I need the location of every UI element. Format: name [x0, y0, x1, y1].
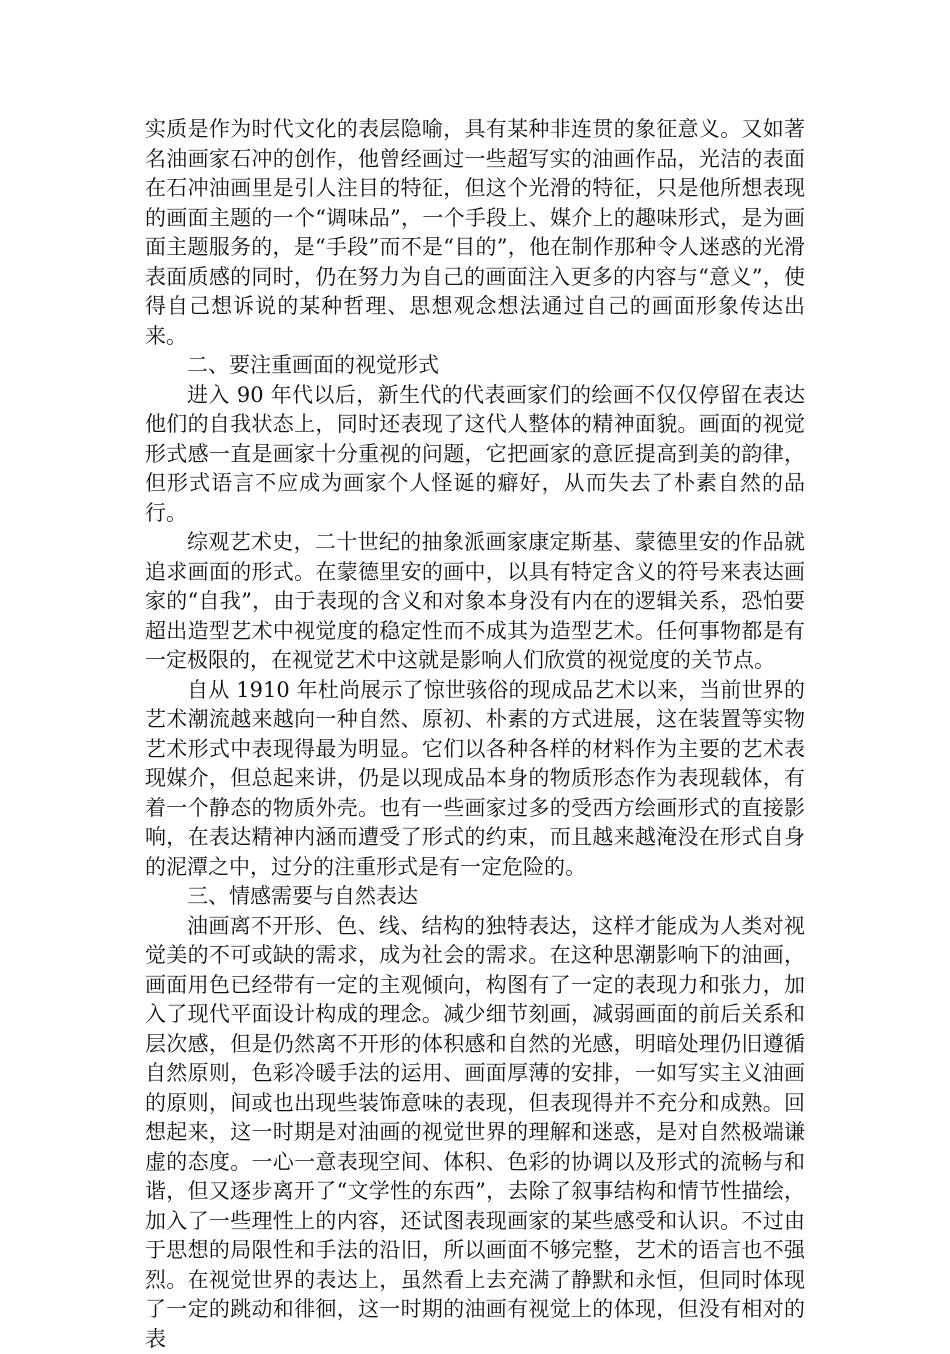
- document-page: [145, 115, 805, 1354]
- body-paragraph: 实质是作为时代文化的表层隐喻，具有某种非连贯的象征意义。又如著名油画家石冲的创作，他曾经画过一些超写实的油画作品，光洁的表面在石冲油画里是引人注目的特征，但这个光滑的特征，只是他所想表现的画面主题的一个“调味品”，一个手段上、媒介上的趣味形式，是为画面主题服务的，是“手段”而不是“目的”，他在制作那种令人迷惑的光滑表面质感的同时，仍在努力为自己的画面注入更多的内容与“意义”，使得自己想诉说的某种哲理、思想观念想法通过自己的画面形象传达出来。: [145, 115, 805, 351]
- section-heading: 三、情感需要与自然表达: [145, 882, 805, 912]
- body-paragraph: 进入 90 年代以后，新生代的代表画家们的绘画不仅仅停留在表达他们的自我状态上，同时还表现了这代人整体的精神面貌。画面的视觉形式感一直是画家十分重视的问题，它把画家的意匠提高到美的韵律，但形式语言不应成为画家个人怪诞的癖好，从而失去了朴素自然的品行。: [145, 381, 805, 529]
- body-paragraph: 综观艺术史，二十世纪的抽象派画家康定斯基、蒙德里安的作品就追求画面的形式。在蒙德里安的画中，以具有特定含义的符号来表达画家的“自我”，由于表现的含义和对象本身没有内在的逻辑关系，恐怕要超出造型艺术中视觉度的稳定性而不成其为造型艺术。任何事物都是有一定极限的，在视觉艺术中这就是影响人们欣赏的视觉度的关节点。: [145, 528, 805, 676]
- body-paragraph: 油画离不开形、色、线、结构的独特表达，这样才能成为人类对视觉美的不可或缺的需求，成为社会的需求。在这种思潮影响下的油画，画面用色已经带有一定的主观倾向，构图有了一定的表现力和张力，加入了现代平面设计构成的理念。减少细节刻画，减弱画面的前后关系和层次感，但是仍然离不开形的体积感和自然的光感，明暗处理仍旧遵循自然原则，色彩冷暖手法的运用、画面厚薄的安排，一如写实主义油画的原则，间或也出现些装饰意味的表现，但表现得并不充分和成熟。回想起来，这一时期是对油画的视觉世界的理解和迷惑，是对自然极端谦虚的态度。一心一意表现空间、体积、色彩的协调以及形式的流畅与和谐，但又逐步离开了“文学性的东西”，去除了叙事结构和情节性描绘，加入了一些理性上的内容，还试图表现画家的某些感受和认识。不过由于思想的局限性和手法的沿旧，所以画面不够完整，艺术的语言也不强烈。在视觉世界的表达上，虽然看上去充满了静默和永恒，但同时体现了一定的跳动和徘徊，这一时期的油画有视觉上的体现，但没有相对的表: [145, 912, 805, 1354]
- body-paragraph: 自从 1910 年杜尚展示了惊世骇俗的现成品艺术以来，当前世界的艺术潮流越来越向一种自然、原初、朴素的方式进展，这在装置等实物艺术形式中表现得最为明显。它们以各种各样的材料作为主要的艺术表现媒介，但总起来讲，仍是以现成品本身的物质形态作为表现载体，有着一个静态的物质外壳。也有一些画家过多的受西方绘画形式的直接影响，在表达精神内涵而遭受了形式的约束，而且越来越淹没在形式自身的泥潭之中，过分的注重形式是有一定危险的。: [145, 676, 805, 883]
- section-heading: 二、要注重画面的视觉形式: [145, 351, 805, 381]
